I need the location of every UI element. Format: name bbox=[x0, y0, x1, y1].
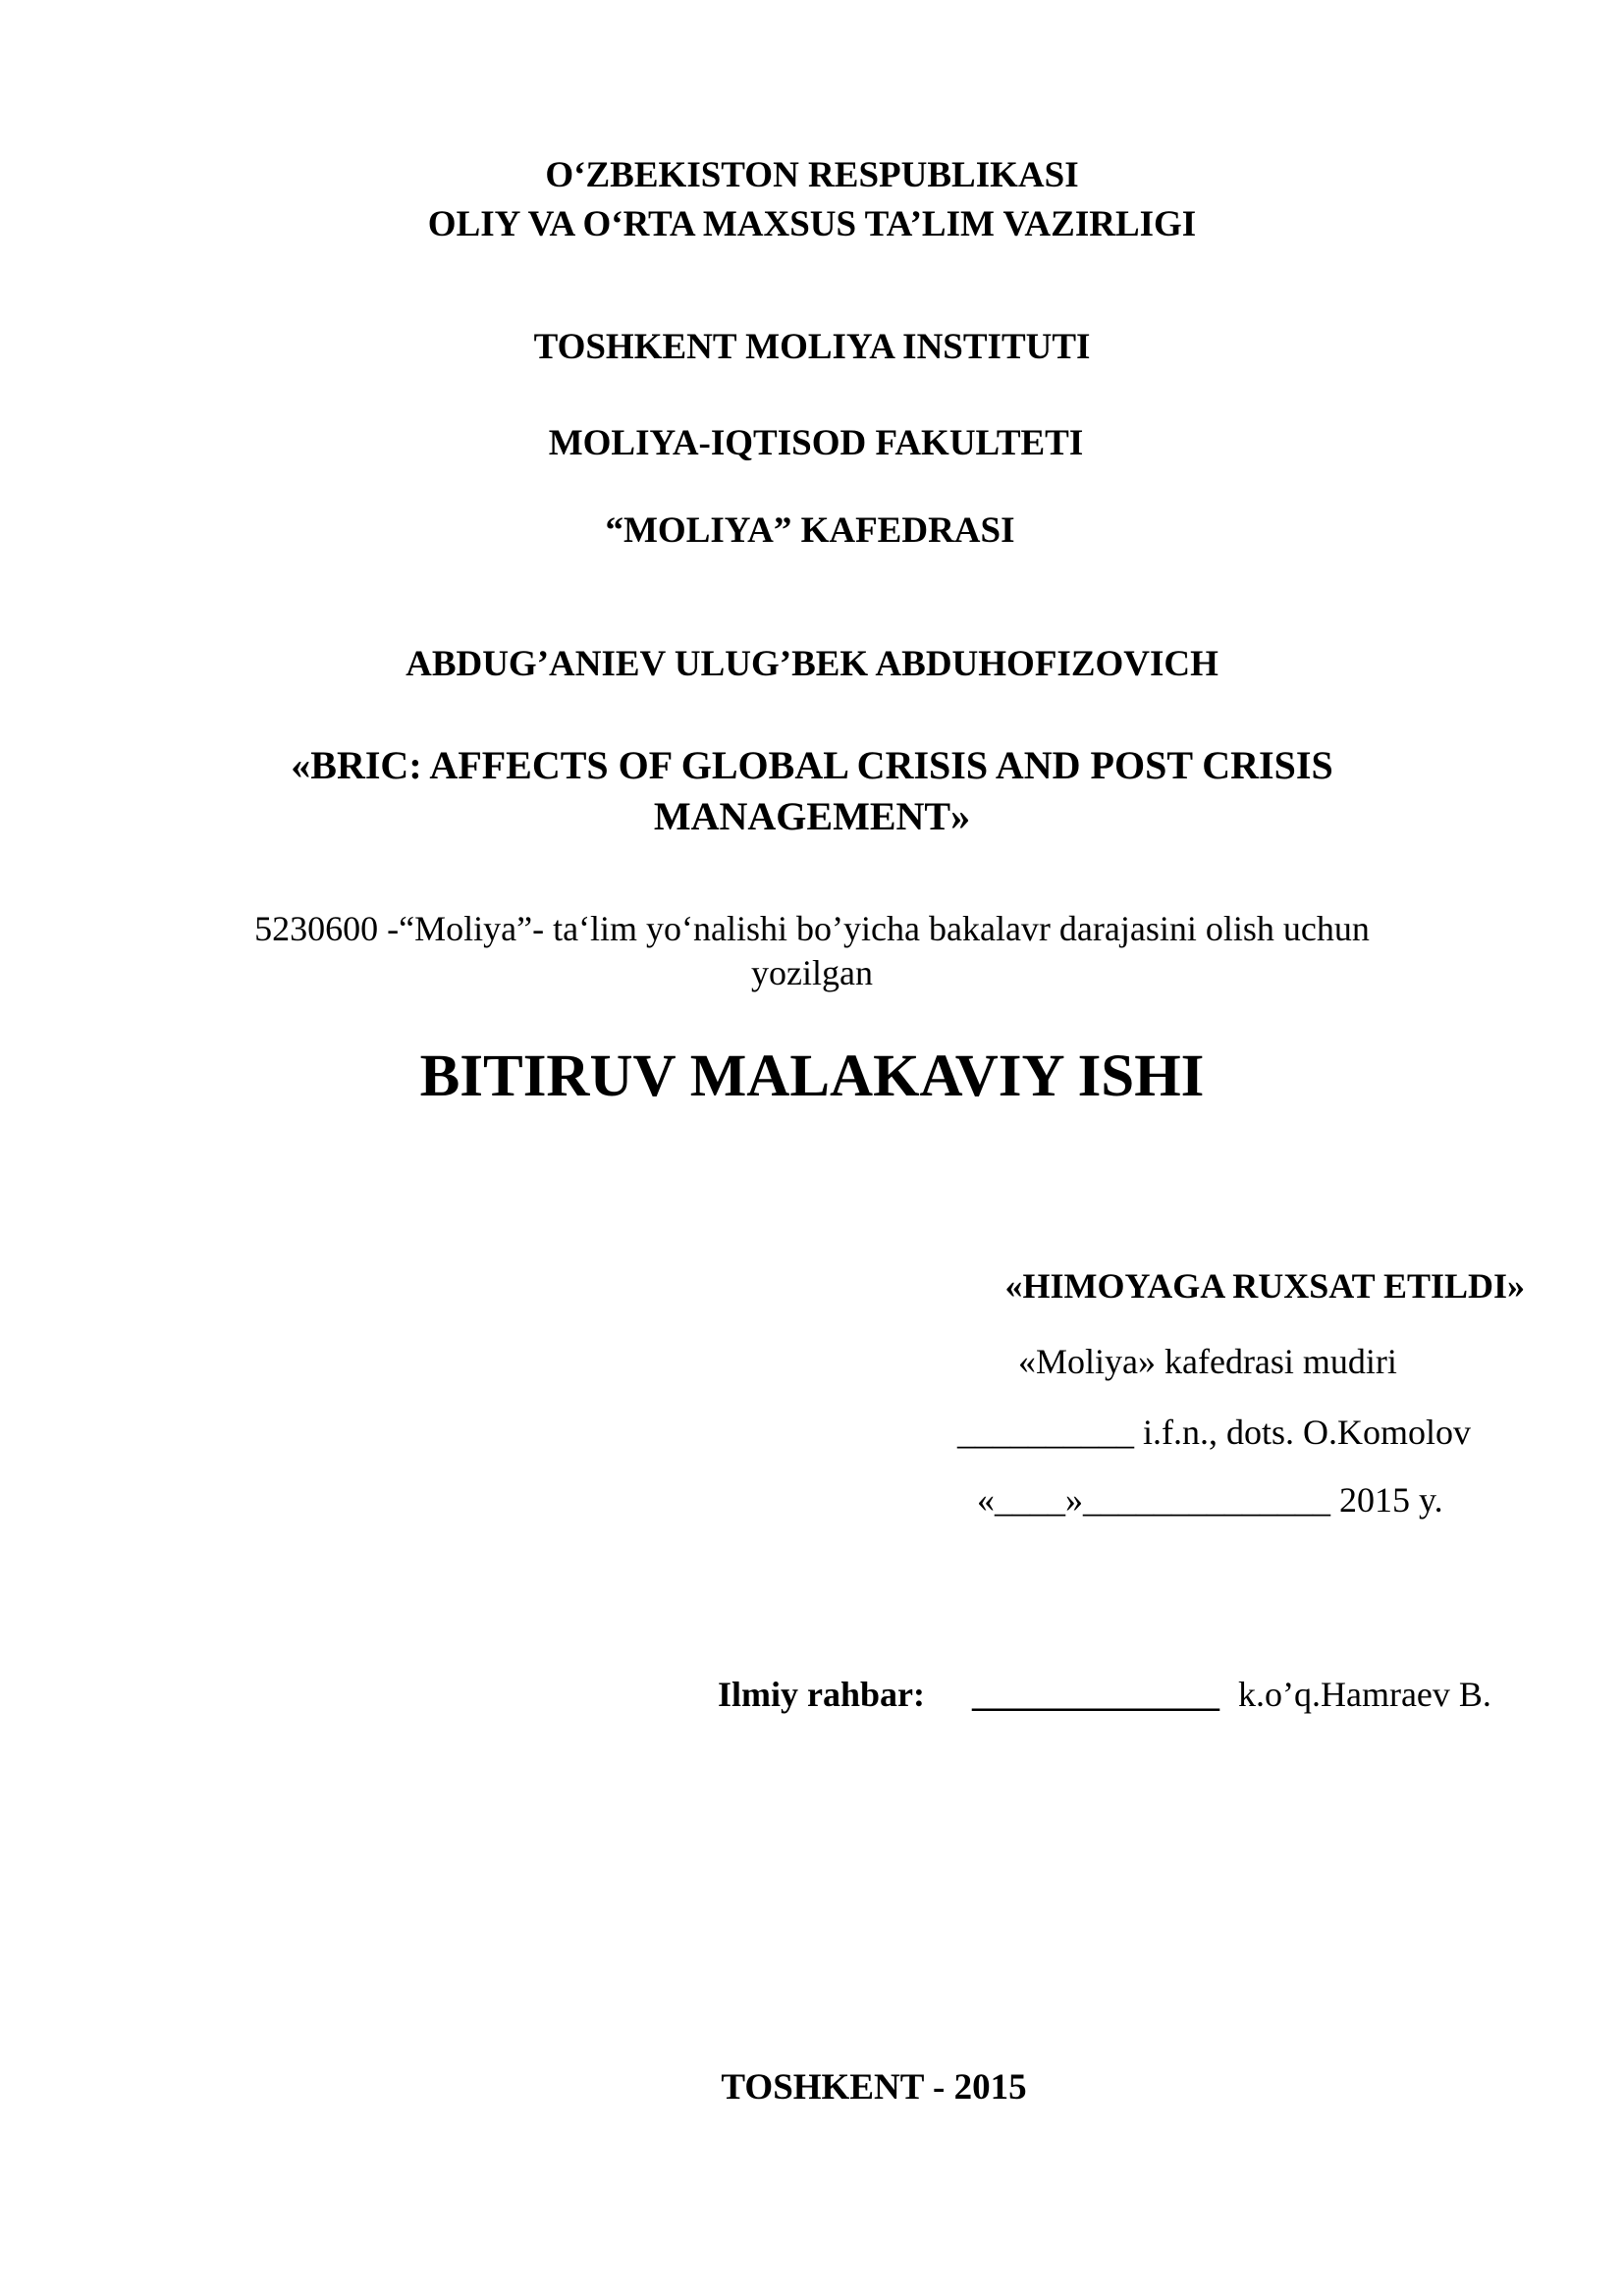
faculty-name: MOLIYA-IQTISOD FAKULTETI bbox=[548, 423, 1084, 463]
department-name: “MOLIYA” KAFEDRASI bbox=[605, 510, 1015, 551]
thesis-title-line2: MANAGEMENT» bbox=[653, 794, 971, 838]
thesis-title-line1: «BRIC: AFFECTS OF GLOBAL CRISIS AND POST CRISIS bbox=[291, 743, 1333, 787]
author-name: ABDUG’ANIEV ULUG’BEK ABDUHOFIZOVICH bbox=[406, 644, 1218, 684]
supervisor-label: Ilmiy rahbar: bbox=[718, 1675, 925, 1714]
institute-name: TOSHKENT MOLIYA INSTITUTI bbox=[533, 327, 1091, 367]
approval-date-line: «____»______________ 2015 y. bbox=[977, 1480, 1443, 1520]
supervisor-signature-blank: ______________ bbox=[972, 1675, 1219, 1714]
supervisor-name: k.o’q.Hamraev B. bbox=[1238, 1675, 1491, 1714]
specialty-line2: yozilgan bbox=[751, 953, 873, 992]
approval-signature-line: __________ i.f.n., dots. O.Komolov bbox=[957, 1413, 1472, 1452]
specialty-line1: 5230600 -“Moliya”- ta‘lim yo‘nalishi bo’yicha bakalavr darajasini olish uchun bbox=[254, 909, 1370, 948]
ministry-country: O‘ZBEKISTON RESPUBLIKASI bbox=[545, 155, 1079, 195]
ministry-name: OLIY VA O‘RTA MAXSUS TA’LIM VAZIRLIGI bbox=[427, 204, 1197, 244]
approval-position: «Moliya» kafedrasi mudiri bbox=[1018, 1342, 1397, 1381]
city-year: TOSHKENT - 2015 bbox=[721, 2067, 1027, 2108]
work-type-heading: BITIRUV MALAKAVIY ISHI bbox=[419, 1043, 1205, 1109]
approval-heading: «HIMOYAGA RUXSAT ETILDI» bbox=[1004, 1266, 1525, 1306]
